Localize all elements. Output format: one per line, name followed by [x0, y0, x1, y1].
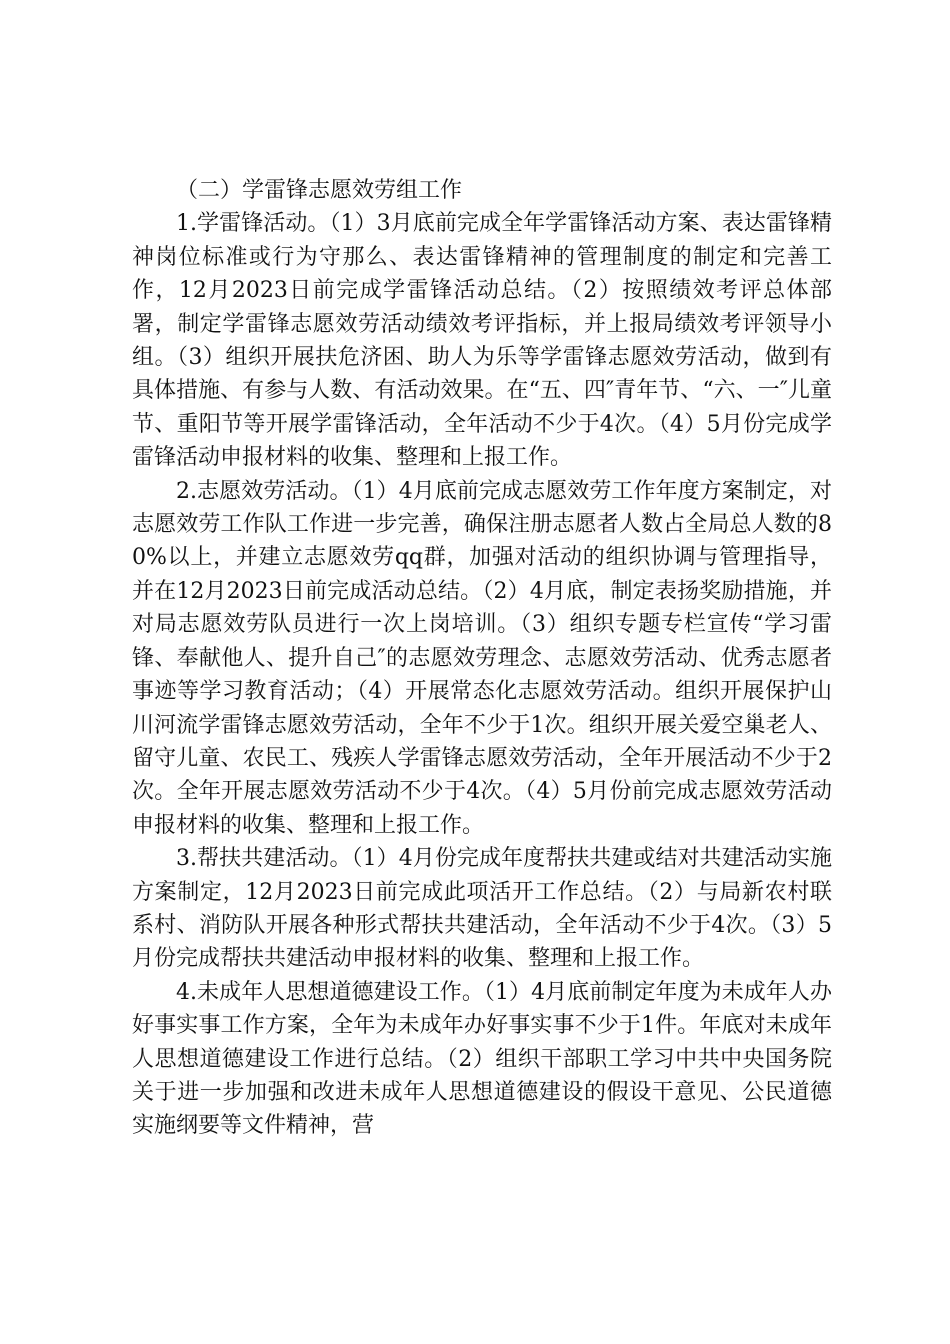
section-heading: （二）学雷锋志愿效劳组工作 [176, 178, 463, 203]
paragraph-learn-leifeng: 1.学雷锋活动。（1）3月底前完成全年学雷锋活动方案、表达雷锋精神岗位标准或行为守那么、表达雷锋精神的管理制度的制定和完善工作，12月2023日前完成学雷锋活动总结。（2）按照绩效考评总体部署，制定学雷锋志愿效劳活动绩效考评指标，并上报局绩效考评领导小组。（3）组织开展扶危济困、助人为乐等学雷锋志愿效劳活动，做到有具体措施、有参与人数、有活动效果。在“五、四″青年节、“六、一″儿童节、重阳节等开展学雷锋活动，全年活动不少于4次。（4）5月份完成学雷锋活动申报材料的收集、整理和上报工作。 [132, 211, 832, 471]
document-body [132, 174, 832, 1143]
paragraph-assistance-coconstruction: 3.帮扶共建活动。（1）4月份完成年度帮扶共建或结对共建活动实施方案制定，12月2023日前完成此项活开工作总结。（2）与局新农村联系村、消防队开展各种形式帮扶共建活动，全年活动不少于4次。（3）5月份完成帮扶共建活动申报材料的收集、整理和上报工作。 [132, 846, 832, 972]
paragraph-volunteer-service: 2.志愿效劳活动。（1）4月底前完成志愿效劳工作年度方案制定，对志愿效劳工作队工作进一步完善，确保注册志愿者人数占全局总人数的80%以上，并建立志愿效劳qq群，加强对活动的组织协调与管理指导，并在12月2023日前完成活动总结。（2）4月底，制定表扬奖励措施，并对局志愿效劳队员进行一次上岗培训。（3）组织专题专栏宣传“学习雷锋、奉献他人、提升自己″的志愿效劳理念、志愿效劳活动、优秀志愿者事迹等学习教育活动；（4）开展常态化志愿效劳活动。组织开展保护山川河流学雷锋志愿效劳活动，全年不少于1次。组织开展关爱空巢老人、留守儿童、农民工、残疾人学雷锋志愿效劳活动，全年开展活动不少于2次。全年开展志愿效劳活动不少于4次。（4）5月份前完成志愿效劳活动申报材料的收集、整理和上报工作。 [132, 478, 832, 838]
paragraph-minors-moral-education: 4.未成年人思想道德建设工作。（1）4月底前制定年度为未成年人办好事实事工作方案，全年为未成年办好事实事不少于1件。年底对未成年人思想道德建设工作进行总结。（2）组织干部职工学习中共中央国务院关于进一步加强和改进未成年人思想道德建设的假设干意见、公民道德实施纲要等文件精神，营 [132, 979, 832, 1139]
